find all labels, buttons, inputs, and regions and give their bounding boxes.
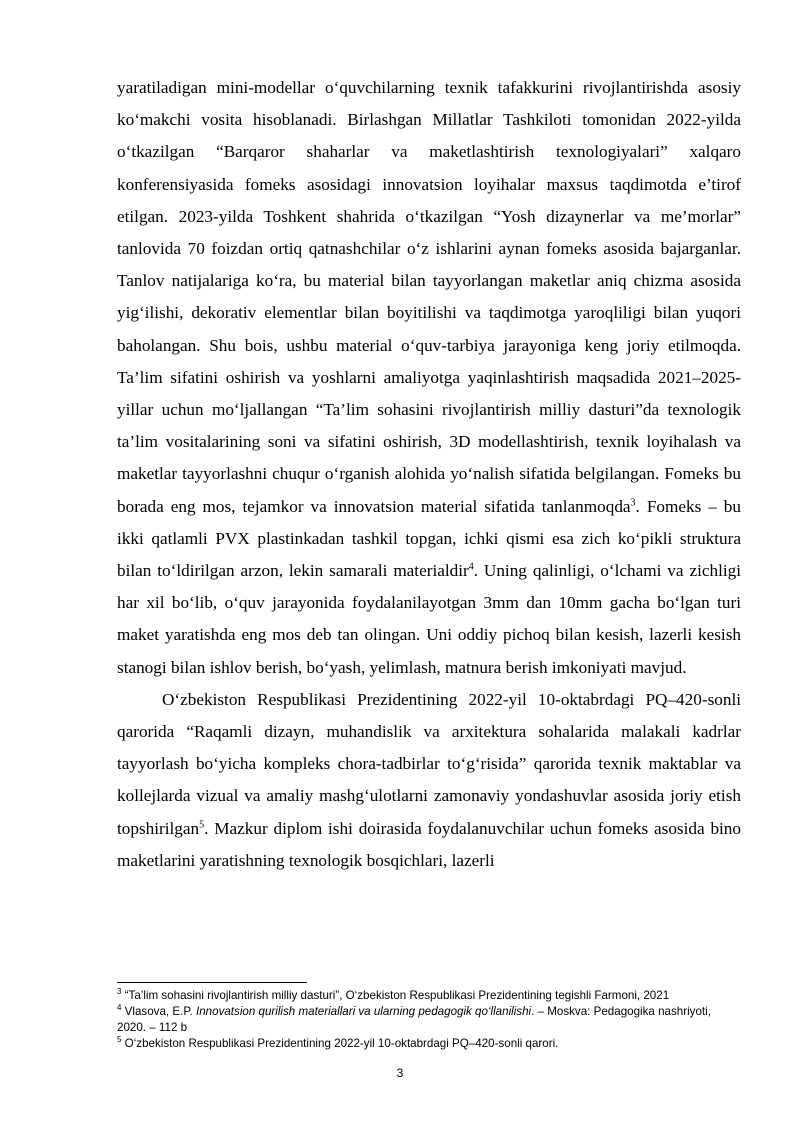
footnote-ref-3: 3	[630, 496, 636, 508]
footnote-separator	[117, 982, 307, 983]
body-text	[117, 72, 741, 877]
text-run: O‘zbekiston Respublikasi Prezidentining 2022-yil 10-oktabrdagi PQ–420-sonli qarori.	[121, 1037, 559, 1050]
footnote-5	[117, 1036, 741, 1052]
footnote-4	[117, 1004, 741, 1036]
text-run: Oʻzbekiston Respublikasi Prezidentining 2022-yil 10-oktabrdagi PQ–420-sonli qarorida “Raqamli dizayn, muhandislik va arxitektura sohalarida malakali kadrlar tayyorlash boʻyicha kompleks chora-tadbirlar toʻgʻrisida” qarorida texnik maktablar va kollejlarda vizual va amaliy mashgʻulotlarni zamonaviy yondashuvlar asosida joriy etish topshirilgan	[117, 689, 741, 838]
text-run: . – Moskva: Pedagogika nashriyoti, 2020. – 112 b	[117, 1005, 711, 1034]
page-number: 3	[396, 1066, 404, 1080]
text-run: . Uning qalinligi, oʻlchami va zichligi har xil boʻlib, oʻquv jarayonida foydalanilayotgan 3mm dan 10mm gacha boʻlgan turi maket yaratishda eng mos deb tan olingan. Uni oddiy pichoq bilan kesish, lazerli kesish stanogi bilan ishlov berish, boʻyash, yelimlash, matnura berish imkoniyati mavjud.	[117, 561, 741, 677]
text-run: . Mazkur diplom ishi doirasida foydalanuvchilar uchun fomeks asosida bino maketlarini yaratishning texnologik bosqichlari, lazerli	[117, 818, 741, 870]
paragraph-2	[117, 684, 741, 877]
footnote-3	[117, 988, 741, 1004]
text-run: yaratiladigan mini-modellar oʻquvchilarning texnik tafakkurini rivojlantirishda asosiy koʻmakchi vosita hisoblanadi. Birlashgan Millatlar Tashkiloti tomonidan 2022-yilda oʻtkazilgan “Barqaror shaharlar va maketlashtirish texnologiyalari” xalqaro konferensiyasida fomeks asosidagi innovatsion loyihalar maxsus taqdimotda e’tirof etilgan. 2023-yilda Toshkent shahrida oʻtkazilgan “Yosh dizaynerlar va me’morlar” tanlovida 70 foizdan ortiq qatnashchilar oʻz ishlarini aynan fomeks asosida bajarganlar. Tanlov natijalariga koʻra, bu material bilan tayyorlangan maketlar aniq chizma asosida yigʻilishi, dekorativ elementlar bilan boyitilishi va taqdimotga yaroqliligi bilan yuqori baholangan. Shu bois, ushbu material oʻquv-tarbiya jarayoniga keng joriy etilmoqda. Ta’lim sifatini oshirish va yoshlarni amaliyotga yaqinlashtirish maqsadida 2021–2025-yillar uchun moʻljallangan “Ta’lim sohasini rivojlantirish milliy dasturi”da texnologik ta’lim vositalarining soni va sifatini oshirish, 3D modellashtirish, texnik loyihalash va maketlar tayyorlashni chuqur oʻrganish alohida yoʻnalish sifatida belgilangan. Fomeks bu borada eng mos, tejamkor va innovatsion material sifatida tanlanmoqda	[117, 78, 741, 516]
paragraph-1	[117, 72, 741, 684]
text-run: . Fomeks – bu ikki qatlamli PVX plastinkadan tashkil topgan, ichki qismi esa zich koʻpikli struktura bilan toʻldirilgan arzon, lekin samarali materialdir	[117, 496, 741, 581]
footnote-ref-5: 5	[199, 818, 205, 830]
footnote-number: 5	[117, 1035, 122, 1045]
footnote-ref-4: 4	[468, 561, 474, 573]
text-run: Vlasova, E.P.	[121, 1005, 196, 1018]
footnotes	[117, 988, 741, 1052]
footnote-number: 3	[117, 987, 122, 997]
footnote-number: 4	[117, 1003, 122, 1013]
italic-title: Innovatsion qurilish materiallari va ularning pedagogik qo‘llanilishi	[196, 1005, 532, 1018]
text-run: “Ta’lim sohasini rivojlantirish milliy dasturi”, O‘zbekiston Respublikasi Prezidentining tegishli Farmoni, 2021	[121, 989, 670, 1002]
